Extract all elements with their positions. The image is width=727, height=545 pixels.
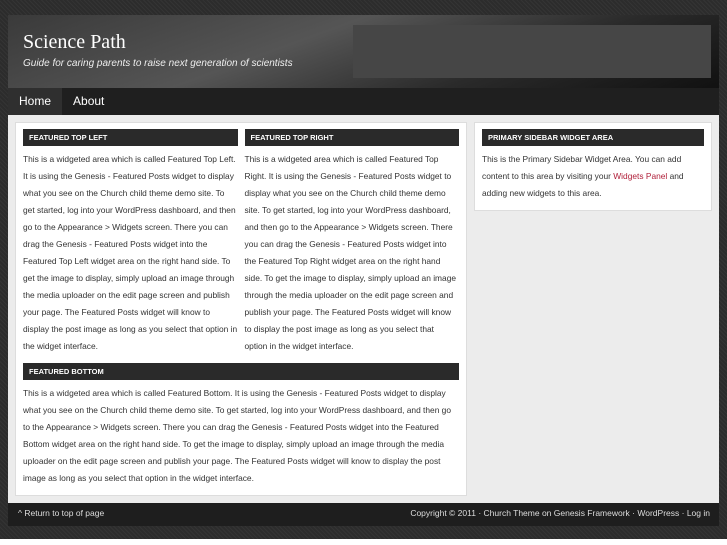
widget-text-bottom: This is a widgeted area which is called Featured Bottom. It is using the Genesis - Featured Posts widget to display what you see on the Church child theme demo site. To get started, log into your WordPress dashboard, and then go to the Appearance > Widgets screen. There you can drag the Genesis - Featured Posts widget into the Featured Bottom widget area on the right hand side. To get the image to display, simply upload an image through the media uploader on the edit page screen and publish your page. The Featured Posts widget will know to display the post image as long as you select that option in the widget interface. [23, 388, 451, 483]
theme-link[interactable]: Church Theme on Genesis Framework [483, 508, 630, 518]
primary-sidebar [474, 122, 712, 211]
widget-text-top-left: This is a widgeted area which is called Featured Top Left. It is using the Genesis - Featured Posts widget to display what you see on the Church child theme demo site. To get started, log into your WordPress dashboard, and then go to the Appearance > Widgets screen. There you can drag the Genesis - Featured Posts widget into the Featured Top Left widget area on the right hand side. To get the image to display, simply upload an image through the media uploader on the edit page screen and publish your page. The Featured Posts widget will know to display the post image as long as you select that option in the widget interface. [23, 154, 238, 351]
nav-about[interactable]: About [73, 94, 105, 108]
featured-top-row [23, 129, 459, 355]
site-footer [8, 503, 719, 526]
footer-credits [410, 503, 710, 524]
sidebar-widget-title: PRIMARY SIDEBAR WIDGET AREA [482, 129, 704, 146]
widget-text-top-right: This is a widgeted area which is called Featured Top Right. It is using the Genesis - Featured Posts widget to display what you see on the Church child theme demo site. To get started, log into your WordPress dashboard, and then go to the Appearance > Widgets screen. There you can drag the Genesis - Featured Posts widget into the Featured Top Right widget area on the right hand side. To get the image to display, simply upload an image through the media uploader on the edit page screen and publish your page. The Featured Posts widget will know to display the post image as long as you select that option in the widget interface. [244, 154, 457, 351]
main-nav [8, 88, 719, 115]
featured-top-right [245, 129, 460, 355]
site-header [8, 15, 719, 88]
site-tagline: Guide for caring parents to raise next generation of scientists [23, 58, 293, 69]
login-link[interactable]: Log in [686, 508, 710, 518]
wordpress-link[interactable]: WordPress [637, 508, 680, 518]
site-title[interactable]: Science Path [23, 31, 126, 53]
featured-bottom [23, 363, 459, 487]
sidebar-widget-text [482, 151, 704, 202]
widget-title-bottom: FEATURED BOTTOM [23, 363, 459, 380]
nav-home[interactable]: Home [8, 88, 62, 115]
widget-title-top-right: FEATURED TOP RIGHT [245, 129, 460, 146]
header-widget-area [353, 25, 711, 78]
content-area [8, 115, 719, 503]
widgets-panel-link[interactable]: Widgets Panel [613, 171, 668, 181]
featured-area [15, 122, 467, 496]
sidebar-text-after: and adding new widgets to this area. [482, 171, 684, 198]
separator: · [629, 508, 638, 518]
featured-top-left [23, 129, 238, 355]
copyright-text: Copyright © 2011 · [410, 508, 484, 518]
sidebar-text-before: This is the Primary Sidebar Widget Area. You can add content to this area by visiting your [482, 154, 682, 181]
separator: · [679, 508, 687, 518]
widget-title-top-left: FEATURED TOP LEFT [23, 129, 238, 146]
return-to-top-link[interactable]: ^ Return to top of page [18, 508, 105, 518]
